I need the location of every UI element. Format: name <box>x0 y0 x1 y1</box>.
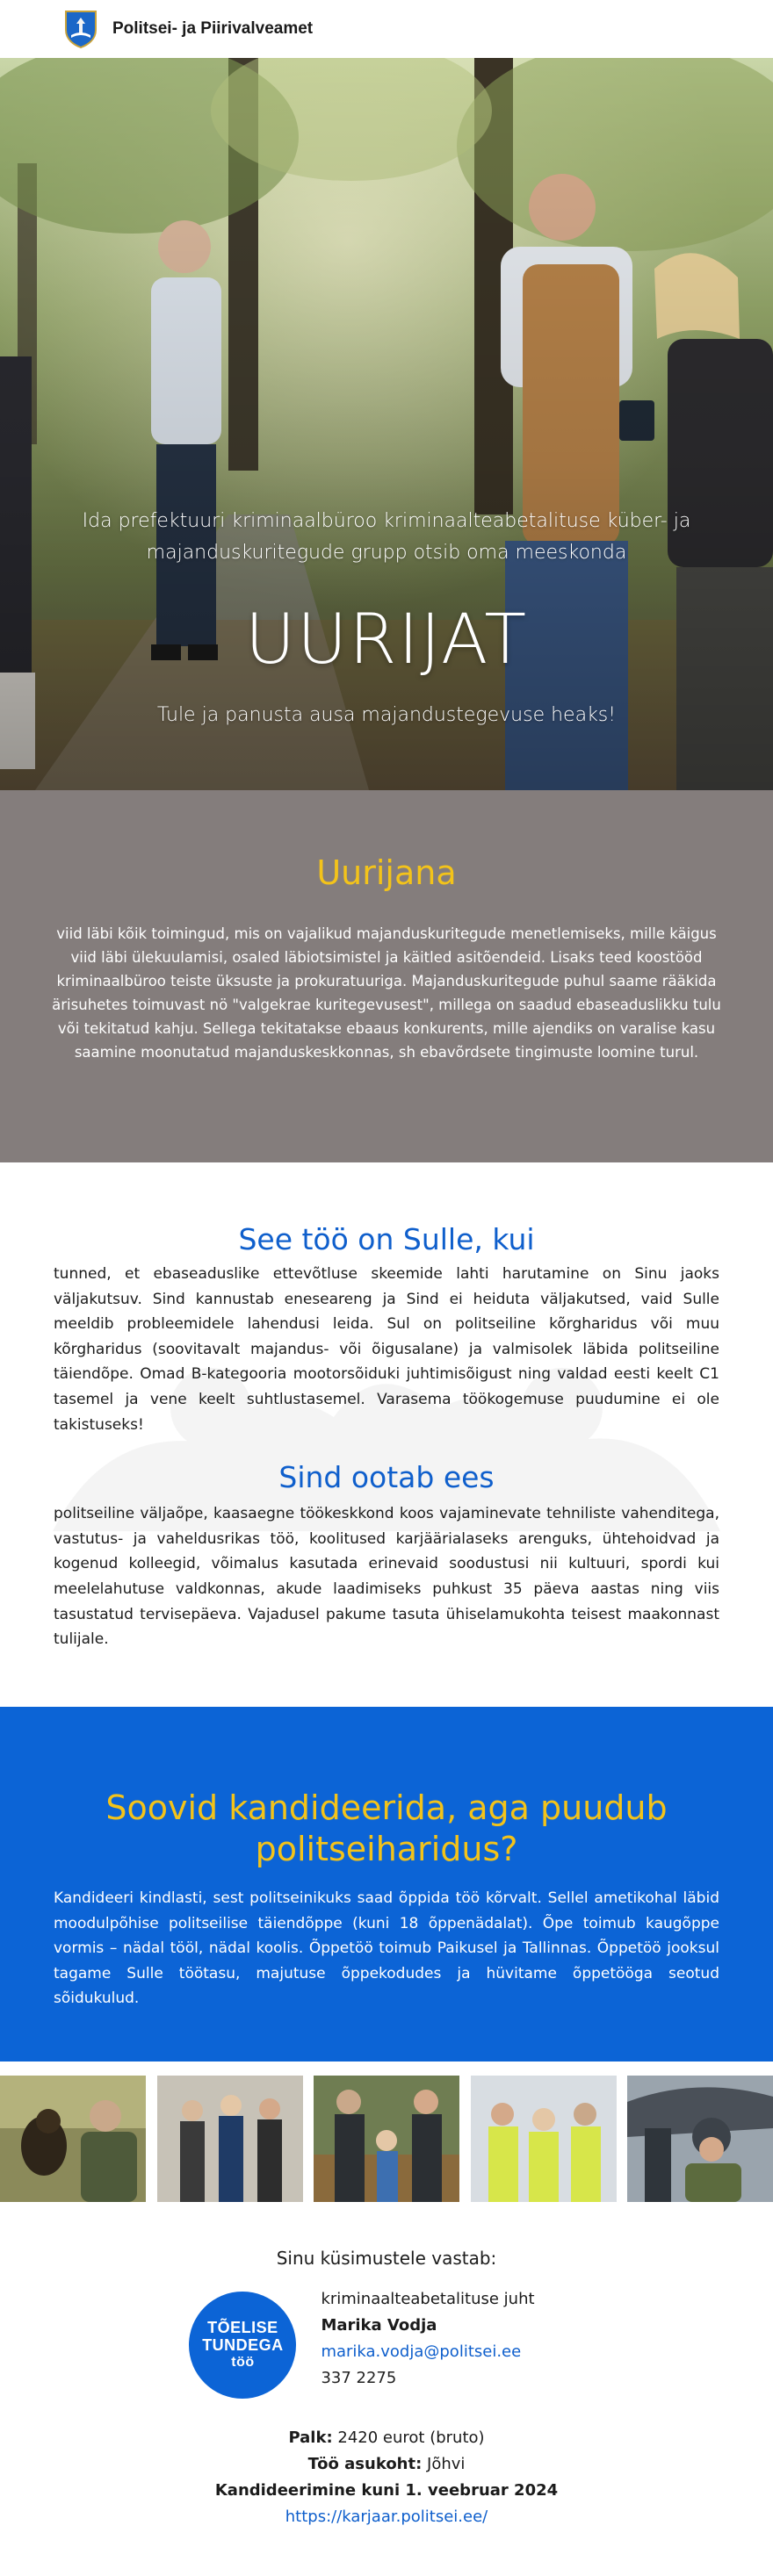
career-site-link[interactable]: https://karjaar.politsei.ee/ <box>285 2508 488 2526</box>
photo-strip <box>0 2076 773 2202</box>
role-intro-heading: Uurijana <box>316 853 457 892</box>
candidate-heading: Soovid kandideerida, aga puudub politseiharidus? <box>105 1788 668 1868</box>
location-row <box>0 2451 773 2478</box>
location-value: Jõhvi <box>422 2455 466 2473</box>
toelise-tundega-too-badge <box>189 2292 296 2399</box>
benefits-heading: Sind ootab ees <box>278 1460 495 1495</box>
hero-banner <box>0 58 773 790</box>
hero-tagline: Tule ja panusta ausa majandustegevuse heaks! <box>156 704 617 726</box>
role-intro-section <box>0 790 773 1162</box>
role-intro-text: viid läbi kõik toimingud, mis on vajalikud majanduskuritegude menetlemiseks, mille käigus viid läbi ülekuulamisi, osaled läbiotsimistel ja käitled asitõendeid. Lisaks teed koostööd kriminaalbüroo teiste üksuste ja prokuratuuriga. Majanduskuritegude puhul saame rääkida ärisuhetes toimuvast nö "valgekrae kuritegevusest", millega on saadud ebaseaduslikku tulu või tekitatud kahju. Sellega tekitatakse ebaaus konkurents, mille ajendiks on varalise kasu saamine moonutatud majanduskeskkonnas, sh ebavõrdsete tingimuste loomine turul. <box>52 925 721 1061</box>
badge-line-2: TUNDEGA <box>202 2336 284 2354</box>
suitability-text: tunned, et ebaseaduslike ettevõtluse skeemide lahti harutamine on Sinu jaoks väljakutsuv. Sind kannustab eneseareng ja Sind ei heiduta väljakutsed, vaid Sulle meeldib probleemidele lahendusi leida. Sul on politseiline kõrgharidus või muu kõrgharidus (soovitavalt majandus- või õigusalane) ja valmisolek läbida politseiline täiendõpe. Omad B-kategooria mootorsõiduki juhtimisõigust ning valdad eesti keelt C1 tasemel ja vene keelt suhtlustasemel. Varasema töökogemuse puudumine ei ole takistuseks! <box>54 1265 719 1434</box>
photo-patrol-officers <box>471 2076 617 2202</box>
top-header <box>0 0 773 58</box>
location-label: Töö asukoht: <box>307 2455 423 2473</box>
contact-name: Marika Vodja <box>321 2316 437 2335</box>
salary-label: Palk: <box>288 2428 333 2447</box>
hero-title: UURIJAT <box>245 601 528 680</box>
photo-group-officers <box>157 2076 303 2202</box>
org-name[interactable]: Politsei- ja Piirivalveamet <box>112 19 314 38</box>
deadline-row <box>0 2478 773 2504</box>
badge-line-1: TÕELISE <box>207 2319 278 2336</box>
salary-row <box>0 2425 773 2451</box>
candidate-section <box>0 1707 773 2062</box>
salary-value: 2420 eurot (bruto) <box>332 2428 485 2447</box>
candidate-text: Kandideeri kindlasti, sest politseinikuks saad õppida töö kõrvalt. Sellel ametikohal läbid moodulpõhise politseilise täiendõppe (kuni 18 õppenädalat). Õpe toimub kaugõppe vormis – nädal tööl, nädal koolis. Õppetöö toimub Paikusel ja Tallinnas. Õppetöö jooksul tagame Sulle töötasu, majutuse õppekodudes ja hüvitame õppetööga seotud sõidukulud. <box>54 1889 719 2008</box>
contact-person <box>321 2283 534 2392</box>
photo-helicopter-crew <box>627 2076 773 2202</box>
deadline-text: Kandideerimine kuni 1. veebruar 2024 <box>214 2481 559 2500</box>
contact-phone: 337 2275 <box>321 2369 397 2387</box>
contact-section <box>0 2202 773 2576</box>
badge-line-3: töö <box>231 2355 255 2370</box>
contact-email-link[interactable]: marika.vodja@politsei.ee <box>321 2342 522 2361</box>
benefits-text: politseiline väljaõpe, kaasaegne töökeskkond koos vajaminevate tehniliste vahenditega, vastutus- ja vaheldusrikas töö, koolitused karjäärialaseks arenguks, ühtehoidvad ja kogenud kolleegid, võimalus kasutada erinevaid soodustusi nii kultuuri, spordi kui meelelahutuse valdkonnas, akude laadimiseks puhkust 35 päeva aastas ning viis tasustatud tervisepäeva. Vajadusel pakume tasuta ühiselamukohta teisest maakonnast tulijale. <box>54 1505 719 1649</box>
photo-officers-with-child <box>314 2076 459 2202</box>
requirements-section <box>0 1162 773 1707</box>
hero-text-block <box>0 506 773 726</box>
hero-subtitle: Ida prefektuuri kriminaalbüroo kriminaalteabetalituse küber- ja majanduskuritegude grupp otsib oma meeskonda <box>82 510 691 564</box>
contact-intro: Sinu küsimustele vastab: <box>276 2248 497 2269</box>
photo-k9-officer <box>0 2076 146 2202</box>
contact-role: kriminaalteabetalituse juht <box>321 2290 535 2308</box>
ppa-shield-logo-icon[interactable] <box>63 9 98 49</box>
job-facts <box>0 2425 773 2530</box>
suitability-heading: See töö on Sulle, kui <box>238 1222 535 1256</box>
contact-card <box>0 2283 773 2399</box>
